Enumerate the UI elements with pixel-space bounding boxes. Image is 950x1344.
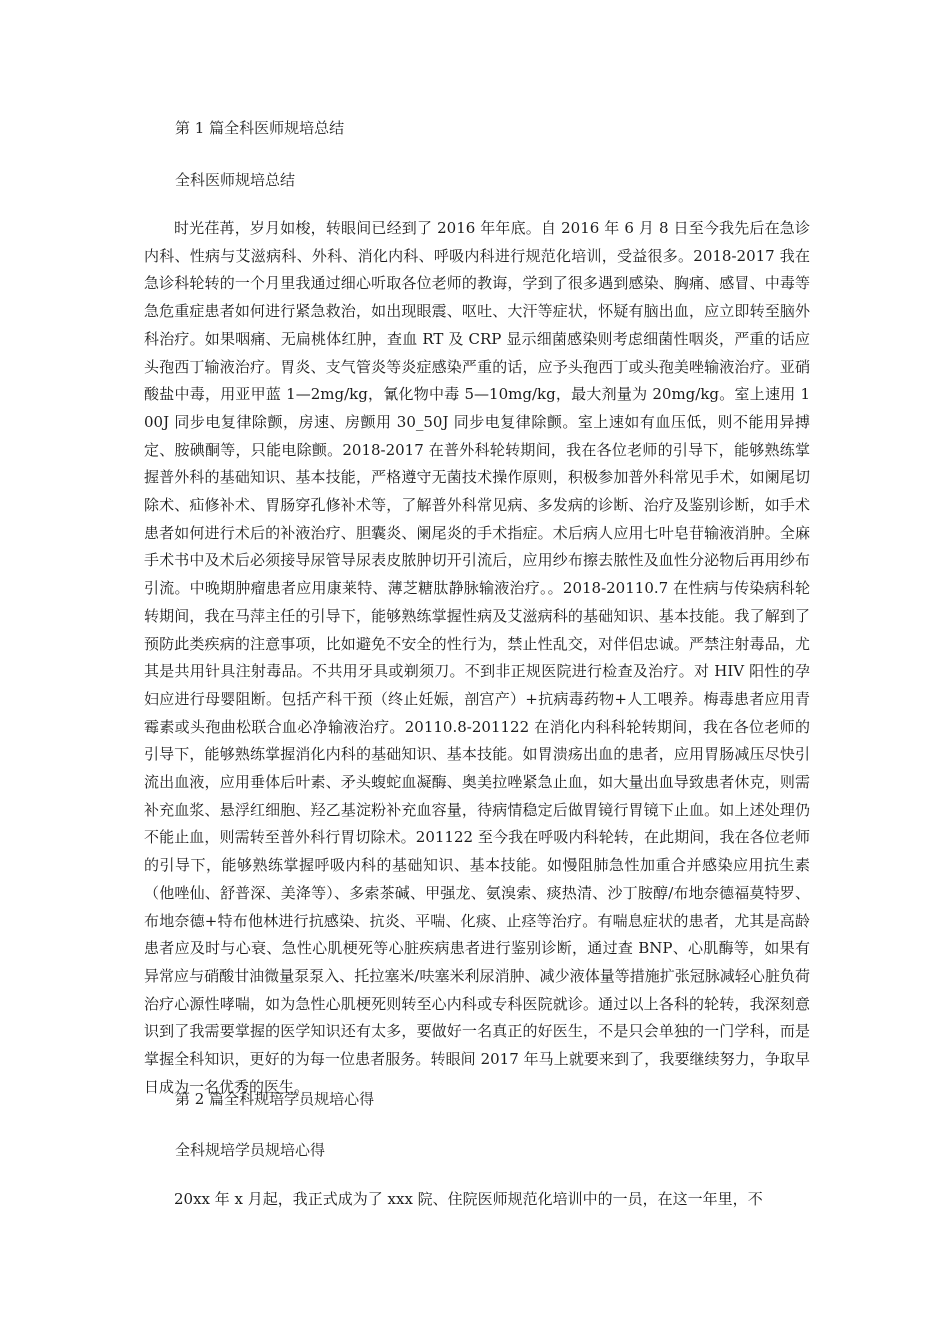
section-2-body-paragraph: 20xx 年 x 月起，我正式成为了 xxx 院、住院医师规范化培训中的一员，在这一年里，不 — [174, 1190, 763, 1208]
section-1-title: 第 1 篇全科医师规培总结 — [175, 119, 345, 137]
section-2-subtitle: 全科规培学员规培心得 — [175, 1141, 326, 1159]
section-2-title: 第 2 篇全科规培学员规培心得 — [175, 1090, 375, 1108]
section-1-body-paragraph: 时光荏苒，岁月如梭，转眼间已经到了 2016 年年底。自 2016 年 6 月 8 日至今我先后在急诊内科、性病与艾滋病科、外科、消化内科、呼吸内科进行规范化培训，受益很多。2018-2017 我在急诊科轮转的一个月里我通过细心听取各位老师的教诲，学到了很多遇到感染、胸痛、感冒、中毒等急危重症患者如何进行紧急救治，如出现眼震、呕吐、大汗等症状，怀疑有脑出血，应立即转至脑外科治疗。如果咽痛、无扁桃体红肿，查血 RT 及 CRP 显示细菌感染则考虑细菌性咽炎，严重的话应头孢西丁输液治疗。胃炎、支气管炎等炎症感染严重的话，应予头孢西丁或头孢美唑输液治疗。亚硝酸盐中毒，用亚甲蓝 1—2mg/kg，氰化物中毒 5—10mg/kg，最大剂量为 20mg/kg。室上速用 100J 同步电复律除颤，房速、房颤用 30_50J 同步电复律除颤。室上速如有血压低，则不能用异搏定、胺碘酮等，只能电除颤。2018-2017 在普外科轮转期间，我在各位老师的引导下，能够熟练掌握普外科的基础知识、基本技能，严格遵守无菌技术操作原则，积极参加普外科常见手术，如阑尾切除术、疝修补术、胃肠穿孔修补术等，了解普外科常见病、多发病的诊断、治疗及鉴别诊断，如手术患者如何进行术后的补液治疗、胆囊炎、阑尾炎的手术指症。术后病人应用七叶皂苷输液消肿。全麻手术书中及术后必须接导尿管导尿表皮脓肿切开引流后，应用纱布擦去脓性及血性分泌物后再用纱布引流。中晚期肿瘤患者应用康莱特、薄芝糖肽静脉输液治疗。。2018-20110.7 在性病与传染病科轮转期间，我在马萍主任的引导下，能够熟练掌握性病及艾滋病科的基础知识、基本技能。我了解到了预防此类疾病的注意事项，比如避免不安全的性行为，禁止性乱交，对伴侣忠诚。严禁注射毒品，尤其是共用针具注射毒品。不共用牙具或剃须刀。不到非正规医院进行检查及治疗。对 HIV 阳性的孕妇应进行母婴阻断。包括产科干预（终止妊娠，剖宫产）+抗病毒药物+人工喂养。梅毒患者应用青霉素或头孢曲松联合血必净输液治疗。20110.8-201122 在消化内科科轮转期间，我在各位老师的引导下，能够熟练掌握消化内科的基础知识、基本技能。如胃溃疡出血的患者，应用胃肠减压尽快引流出血液，应用垂体后叶素、矛头蝮蛇血凝酶、奥美拉唑紧急止血，如大量出血导致患者休克，则需补充血浆、悬浮红细胞、羟乙基淀粉补充血容量，待病情稳定后做胃镜行胃镜下止血。如上述处理仍不能止血，则需转至普外科行胃切除术。201122 至今我在呼吸内科轮转，在此期间，我在各位老师的引导下，能够熟练掌握呼吸内科的基础知识、基本技能。如慢阻肺急性加重合并感染应用抗生素（他唑仙、舒普深、美洚等）、多索茶碱、甲强龙、氨溴索、痰热清、沙丁胺醇/布地奈德福莫特罗、布地奈德+特布他林进行抗感染、抗炎、平喘、化痰、止痉等治疗。有喘息症状的患者，尤其是高龄患者应及时与心衰、急性心肌梗死等心脏疾病患者进行鉴别诊断，通过查 BNP、心肌酶等，如果有异常应与硝酸甘油微量泵泵入、托拉塞米/呋塞米利尿消肿、减少液体量等措施扩张冠脉减轻心脏负荷治疗心源性哮喘，如为急性心肌梗死则转至心内科或专科医院就诊。通过以上各科的轮转，我深刻意识到了我需要掌握的医学知识还有太多，要做好一名真正的好医生，不是只会单独的一门学科，而是掌握全科知识，更好的为每一位患者服务。转眼间 2017 年马上就要来到了，我要继续努力，争取早日成为一名优秀的医生。 — [144, 219, 810, 1096]
section-1-subtitle: 全科医师规培总结 — [175, 171, 296, 189]
